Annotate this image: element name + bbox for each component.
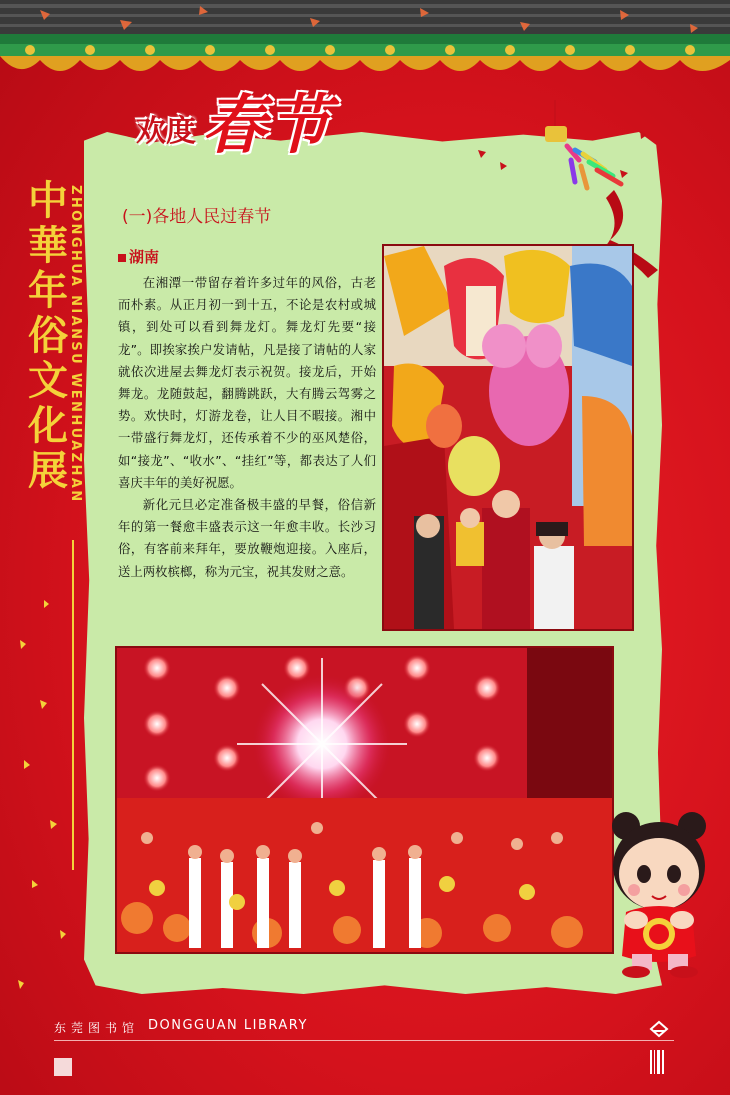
title-small: 欢度 <box>136 114 196 149</box>
section-title: (一)各地人民过春节 <box>122 207 272 227</box>
roof-eaves-decoration <box>0 0 730 90</box>
library-logo-icon <box>648 1018 670 1040</box>
barcode-mark-icon <box>650 1050 664 1074</box>
region-heading <box>118 246 159 267</box>
footer-library-en: DONGGUAN LIBRARY <box>148 1018 308 1033</box>
firecracker-icon <box>535 100 655 200</box>
paragraph: 新化元旦必定准备极丰盛的早餐，俗信新年的第一餐愈丰盛表示这一年愈丰收。长沙习俗，有客前来拜年，要放鞭炮迎接。入座后，送上两枚槟榔，称为元宝，祝其发财之意。 <box>118 497 376 579</box>
region-label: 湖南 <box>129 248 160 266</box>
vertical-subtitle: ZHONGHUA NIANSU WENHUAZHAN <box>68 185 83 504</box>
vertical-subtitle-wrap <box>65 185 85 535</box>
article-body <box>118 272 376 583</box>
paragraph: 在湘潭一带留存着许多过年的风俗，古老而朴素。从正月初一到十五，不论是农村或城镇，到处可以看到舞龙灯。舞龙灯先要“接龙”。即挨家挨户发请帖，凡是接了请帖的人家就依次进屋去舞龙灯表示祝贺。接龙后，开始舞龙。龙随鼓起，翻腾跳跃，大有腾云驾雾之势。欢快时，灯游龙卷，让人目不暇接。湘中一带盛行舞龙灯，还传承着不少的巫风楚俗，如“接龙”、“收水”、“挂红”等，都表达了人们喜庆丰年的美好祝愿。 <box>118 275 376 490</box>
cartoon-child-mascot-icon <box>596 808 722 980</box>
footer-library-cn: 东莞图书馆 <box>54 1021 140 1035</box>
vertical-divider <box>72 540 74 870</box>
lantern-street-photo <box>382 244 634 631</box>
footer-square-mark <box>54 1058 72 1076</box>
poster-title <box>128 70 348 170</box>
bullet-square-icon <box>118 254 126 262</box>
title-big: 春节 <box>202 88 330 163</box>
gala-stage-photo <box>115 646 614 954</box>
footer-divider <box>54 1040 674 1041</box>
vertical-title: 中華年俗文化展 <box>28 177 68 494</box>
